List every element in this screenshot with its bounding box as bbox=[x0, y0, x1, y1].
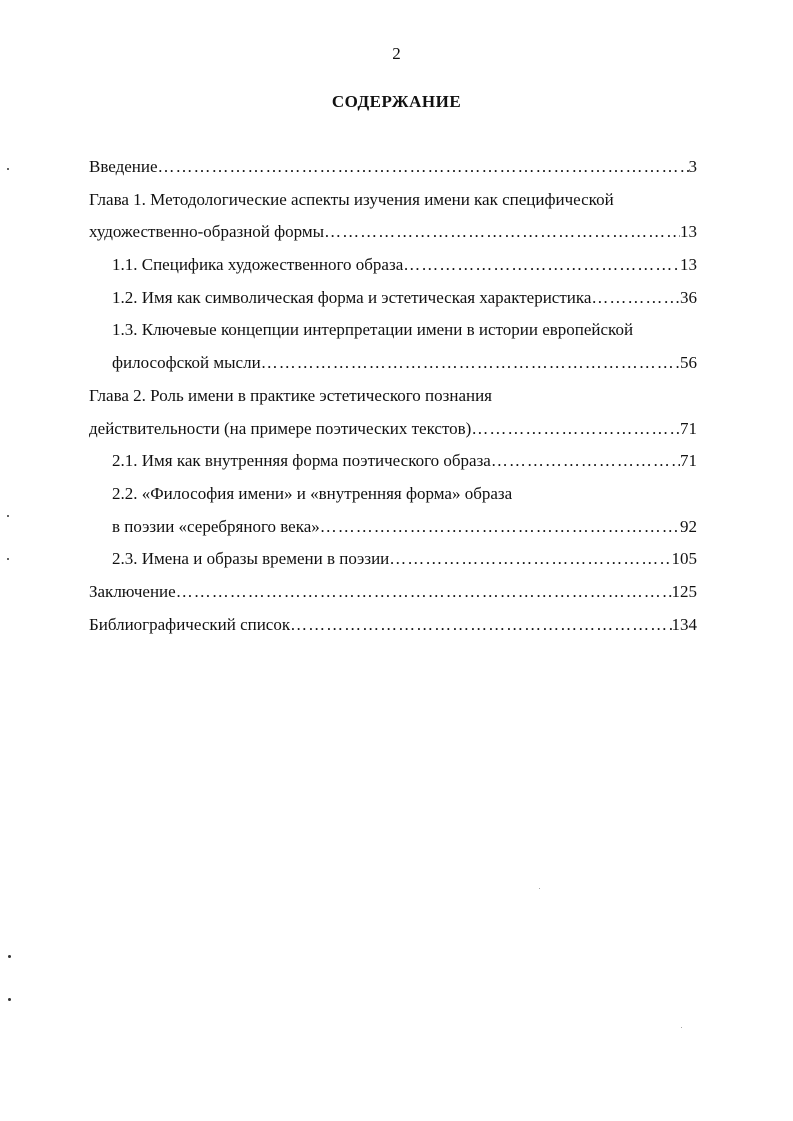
scan-speck bbox=[8, 955, 11, 958]
toc-entry-section-1-3-cont[interactable] bbox=[89, 351, 697, 384]
toc-entry-chapter-1-cont[interactable] bbox=[89, 220, 697, 253]
toc-entry-page: 134 bbox=[671, 614, 697, 634]
toc-entry-label: философской мысли bbox=[112, 353, 261, 373]
toc-entry-section-1-1[interactable] bbox=[89, 253, 697, 286]
toc-entry-page: 3 bbox=[688, 157, 697, 176]
toc-entry-chapter-2-cont[interactable] bbox=[89, 417, 697, 450]
toc-entry-label: Глава 2. Роль имени в практике эстетического познания bbox=[89, 385, 493, 405]
leader-dots bbox=[320, 515, 680, 539]
toc-entry-label: в поэзии «серебряного века» bbox=[112, 516, 320, 536]
toc-entry-conclusion[interactable] bbox=[89, 580, 697, 613]
toc-entry-label: действительности (на примере поэтических текстов) bbox=[89, 418, 472, 438]
table-of-contents bbox=[89, 155, 697, 645]
leader-dots bbox=[324, 220, 680, 244]
toc-entry-intro[interactable] bbox=[89, 155, 697, 188]
leader-dots bbox=[491, 449, 680, 473]
toc-entry-label: 1.1. Специфика художественного образа bbox=[112, 255, 404, 275]
scan-speck bbox=[7, 515, 9, 517]
toc-entry-page: 13 bbox=[680, 255, 697, 275]
toc-entry-section-1-3[interactable] bbox=[89, 318, 697, 351]
toc-entry-label: Библиографический список bbox=[89, 614, 291, 634]
toc-entry-section-1-2[interactable] bbox=[89, 286, 697, 319]
leader-dots bbox=[389, 547, 671, 571]
toc-entry-label: 2.1. Имя как внутренняя форма поэтического образа bbox=[112, 451, 491, 471]
leader-dots bbox=[290, 613, 671, 637]
toc-entry-label: 1.3. Ключевые концепции интерпретации имени в истории европейской bbox=[112, 320, 634, 340]
toc-entry-label: Введение bbox=[89, 157, 158, 176]
toc-entry-label: 1.2. Имя как символическая форма и эстетическая характеристика bbox=[112, 287, 592, 307]
toc-entry-chapter-2[interactable] bbox=[89, 384, 697, 417]
scan-speck bbox=[7, 558, 9, 560]
toc-entry-section-2-1[interactable] bbox=[89, 449, 697, 482]
leader-dots bbox=[403, 253, 680, 277]
scan-speck bbox=[7, 168, 9, 170]
toc-entry-page: 36 bbox=[680, 287, 697, 307]
leader-dots bbox=[591, 286, 680, 310]
page-number: 2 bbox=[392, 44, 401, 63]
toc-entry-page: 56 bbox=[680, 353, 697, 373]
toc-entry-section-2-2[interactable] bbox=[89, 482, 697, 515]
toc-entry-page: 71 bbox=[680, 418, 697, 438]
toc-entry-label: 2.2. «Философия имени» и «внутренняя форма» образа bbox=[112, 483, 513, 503]
scan-speck bbox=[539, 888, 540, 889]
toc-entry-page: 92 bbox=[680, 516, 697, 536]
scan-speck bbox=[8, 998, 11, 1001]
toc-entry-section-2-3[interactable] bbox=[89, 547, 697, 580]
toc-entry-label: художественно-образной формы bbox=[89, 222, 325, 242]
leader-dots bbox=[471, 417, 680, 441]
toc-entry-label: Заключение bbox=[89, 581, 176, 601]
toc-entry-page: 13 bbox=[680, 222, 697, 242]
toc-entry-section-2-2-cont[interactable] bbox=[89, 515, 697, 548]
scan-speck bbox=[681, 1027, 682, 1028]
toc-entry-label: Глава 1. Методологические аспекты изучения имени как специфической bbox=[89, 189, 614, 209]
toc-entry-page: 105 bbox=[671, 549, 697, 569]
page-title: СОДЕРЖАНИЕ bbox=[331, 92, 462, 111]
toc-entry-bibliography[interactable] bbox=[89, 613, 697, 646]
toc-entry-page: 125 bbox=[671, 581, 697, 601]
leader-dots bbox=[176, 580, 672, 604]
toc-entry-label: 2.3. Имена и образы времени в поэзии bbox=[112, 549, 390, 569]
leader-dots bbox=[261, 351, 680, 375]
toc-entry-page: 71 bbox=[680, 451, 697, 471]
leader-dots bbox=[158, 155, 689, 179]
toc-entry-chapter-1[interactable] bbox=[89, 188, 697, 221]
